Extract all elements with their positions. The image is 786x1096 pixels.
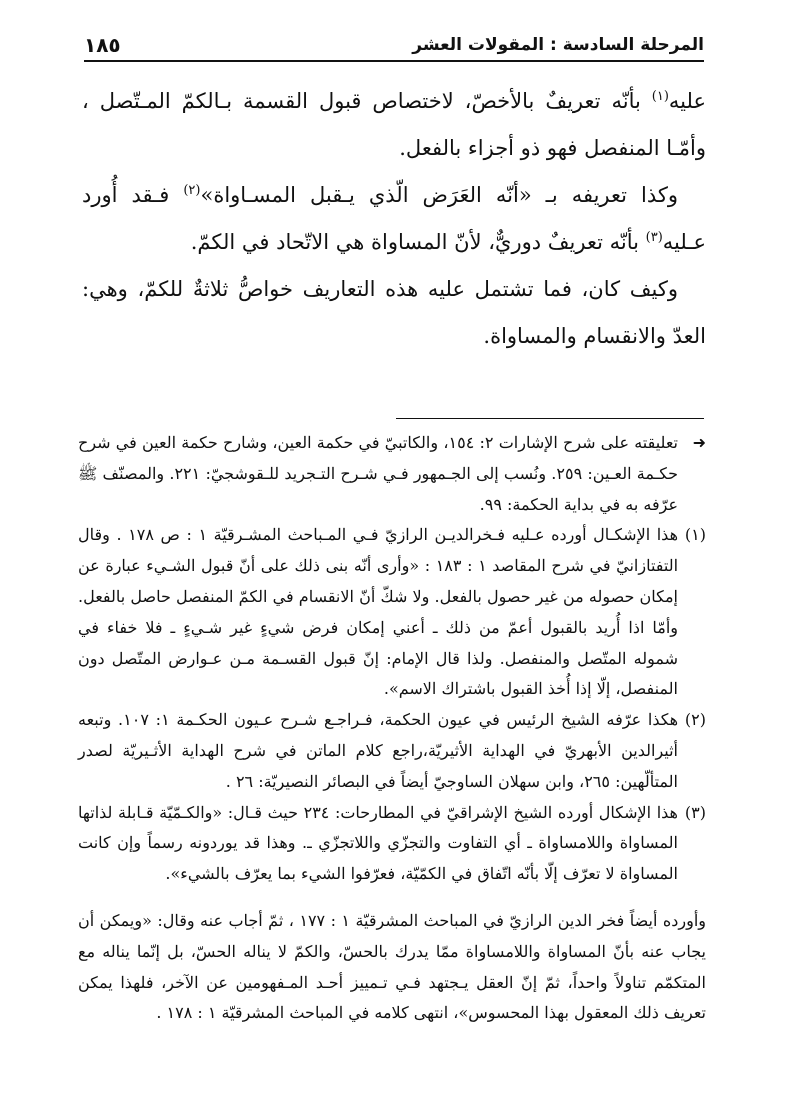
running-header (84, 30, 704, 60)
footnote-2: (٢) هكذا عرّفه الشيخ الرئيس في عيون الحكمة، فـراجـع شـرح عـيون الحكـمة ١: ١٠٧. وتبعه أثيرالدين الأبهريّ في الهداية الأثيريّة،راجع كلام الماتن في شرح الهداية الأثـيريّة لصدر المتألّهين: ٢٦٥، وابن سهلان الساوجيّ أيضاً في البصائر النصيريّة: ٢٦ . (78, 705, 706, 797)
footnote-marker: (١) (684, 525, 706, 545)
footnote-ref-2: (٢) (183, 183, 201, 198)
footnote-ref-3: (٣) (645, 230, 663, 245)
footnote-1: (١) هذا الإشكـال أورده عـليه فـخرالديـن الرازيّ فـي المـباحث المشـرقيّة ١ : ص ١٧٨ . وقال التفتازانيّ في شرح المقاصد ١ : ١٨٣ : «وأرى أنّه بنى ذلك على أنّ قبول الشـيء عبارة عن إمكان حصوله من غير حصول بالفعل. ولا شكّ أنّ الانقسام في الكمّ المنفصل حاصل بالفعل. وأمّا اذا أُريد بالقبول أعمّ من ذلك ـ أعني إمكان فرض شيءٍ غير شـيءٍ ـ فلا خفاء في شموله المتّصل والمنفصل. ولذا قال الإمام: إنّ قبول القسـمة مـن عـوارض المتّصل دون المنفصل، إلّا إذا أُخذ القبول باشتراك الاسم». (78, 520, 706, 705)
footnote-marker: (٣) (684, 802, 706, 822)
footnotes (78, 428, 706, 1045)
header-rule (84, 60, 704, 62)
footnote-continuation: ➜ تعليقته على شرح الإشارات ٢: ١٥٤، والكاتبيّ في حكمة العين، وشارح حكمة العين في شرح حكـمة العـين: ٢٥٩. ونُسب إلى الجـمهور فـي شـرح التـجريد للـقوشجيّ: ٢٢١. والمصنّف ﷺ عرّفه به في بداية الحكمة: ٩٩. (78, 428, 706, 520)
main-text (82, 78, 706, 360)
paragraph-3: وكيف كان، فما تشتمل عليه هذه التعاريف خواصُّ ثلاثةٌ للكمّ، وهي: العدّ والانقسام والمساواة. (82, 277, 706, 348)
chapter-title: المرحلة السادسة : المقولات العشر (412, 35, 704, 55)
paragraph-2: وكذا تعريفه بـ «أنّه العَرَض الّذي يـقبل المسـاواة»$^{(٢)}$ فـقد أُورد عـليه$^{(٣)}$ بأنّه تعريفٌ دوريٌّ، لأنّ المساواة هي الاتّحاد في الكمّ. (82, 183, 706, 254)
page-number: ١٨٥ (84, 33, 121, 57)
footnote-3-continued: وأورده أيضاً فخر الدين الرازيّ في المباحث المشرقيّة ١ : ١٧٧ ، ثمّ أجاب عنه وقال: «ويمكن أن يجاب عنه بأنّ المساواة واللامساواة ممّا يدرك بالحسّ، والكمّ لا يناله الحسّ، بل إنّما يناله مع المتكمّم تناولاً واحداً، ثمّ إنّ العقل يـجتهد فـي تـمييز أحـد المـفهومين عن الآخر، فلهذا يمكن تعريف ذلك المعقول بهذا المحسوس»، انتهى كلامه في المباحث المشرقيّة ١ : ١٧٨ . (78, 910, 706, 1023)
footnote-marker: (٢) (684, 710, 706, 730)
continuation-arrow-icon: ➜ (692, 433, 706, 452)
footnote-ref-1: (١) (651, 89, 669, 104)
footnote-separator (396, 418, 704, 419)
footnote-3: (٣) هذا الإشكال أورده الشيخ الإشراقيّ في المطارحات: ٢٣٤ حيث قـال: «والكـمّيّة قـابلة لذاتها المساواة واللامساواة ـ أي التفاوت والتجزّي واللاتجزّي ـ. وهذا قد يوردونه رسماً وإن كانت المساواة لا تعرّف إلّا بأنّه اتّفاق في الكمّيّة، فعرّفوا الشيء بما يعرّف بالشيء». (78, 798, 706, 890)
paragraph-1: عليه$^{(١)}$ بأنّه تعريفٌ بالأخصّ، لاختصاص قبول القسمة بـالكمّ المـتّصل ، وأمّـا المنفصل فهو ذو أجزاء بالفعل. (82, 89, 706, 160)
